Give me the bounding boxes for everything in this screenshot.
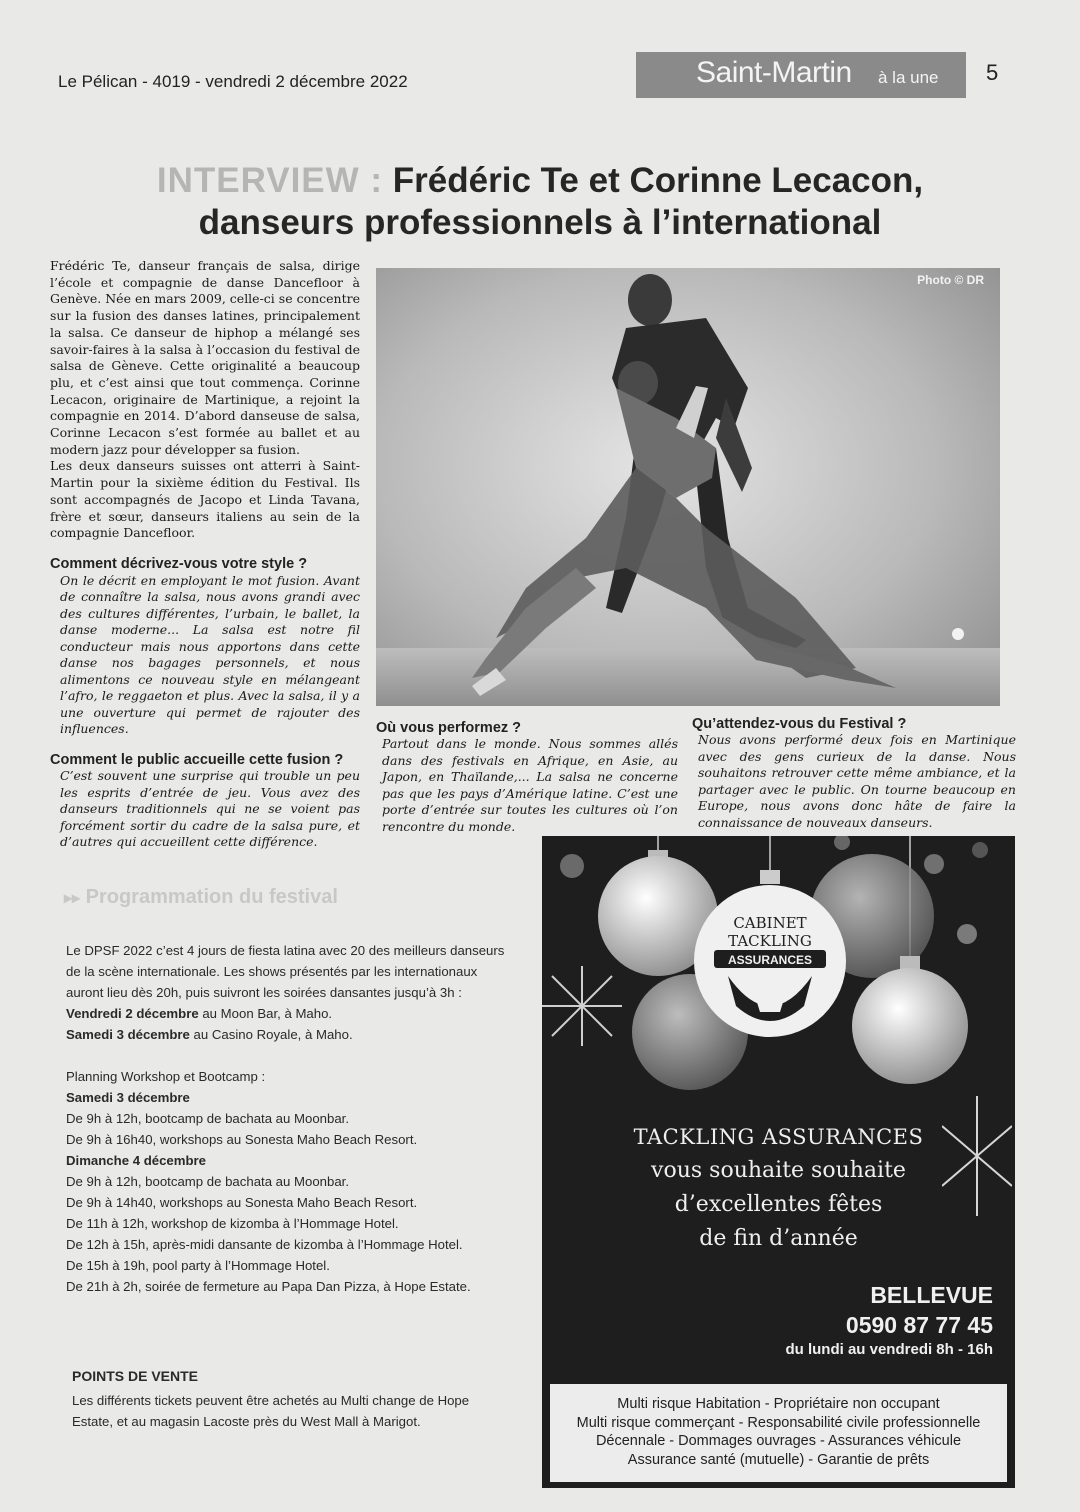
ad-contact (785, 1280, 993, 1360)
programme-body (66, 940, 506, 1297)
ad-hours: du lundi au vendredi 8h - 16h (785, 1341, 993, 1358)
points-of-sale-text: Les différents tickets peuvent être achetés au Multi change de Hope Estate, et au magasin Lacoste près du West Mall à Marigot. (72, 1393, 470, 1429)
page-number: 5 (986, 60, 999, 85)
question-3: Où vous performez ? (376, 720, 522, 736)
answer-4: Nous avons performé deux fois en Martinique avec des gens curieux de la danse. Nous souhaitons retrouver cette même ambiance, et la partager avec le public. On tourne beaucoup en Europe, nous avons donc hâte de faire la connaissance de nouveaux danseurs. (698, 732, 1016, 830)
article-column-1 (50, 258, 360, 851)
planning-day-1: Samedi 3 décembre (66, 1090, 190, 1105)
ad-service-line: Multi risque Habitation - Propriétaire non occupant (617, 1396, 940, 1412)
title-line-1: Frédéric Te et Corinne Lecacon, (392, 161, 924, 200)
issue-header: Le Pélican - 4019 - vendredi 2 décembre 2022 (58, 72, 408, 91)
arrow-icon: ▸▸ (64, 890, 81, 907)
title-line-2: danseurs professionnels à l’international (198, 203, 882, 242)
ad-location: BELLEVUE (870, 1282, 993, 1308)
planning-day-1-item: De 9h à 16h40, workshops au Sonesta Maho Beach Resort. (66, 1132, 418, 1147)
dancers-illustration (376, 268, 1000, 706)
article-column-2 (376, 720, 678, 835)
logo-banner-text: ASSURANCES (727, 953, 813, 967)
advertisement (542, 836, 1015, 1488)
ad-company-name: TACKLING ASSURANCES (633, 1125, 924, 1149)
intro-paragraph-2: Les deux danseurs suisses ont atterri à Saint-Martin pour la sixième édition du Festival. Ils sont accompagnés de Jacopo et Linda Tavana, frère et sœur, danseurs italiens au sein de la compagnie Dancefloor. (50, 458, 360, 541)
ad-line-4: de fin d’année (699, 1226, 858, 1251)
answer-3: Partout dans le monde. Nous sommes allés dans des festivals en Afrique, en Asie, au Japon, en Thaïlande,... La salsa ne concerne pas que les pays d’Amérique latine. C’est une porte d’entrée sur toutes les cultures où l’on rencontre du monde. (382, 736, 678, 834)
cabinet-logo (542, 836, 1015, 1120)
planning-label: Planning Workshop et Bootcamp : (66, 1069, 266, 1084)
show-date-1 (66, 1003, 506, 1024)
ad-service-line: Assurance santé (mutuelle) - Garantie de prêts (627, 1451, 930, 1468)
title-kicker: INTERVIEW : (156, 161, 384, 200)
planning-day-2-item: De 15h à 19h, pool party à l’Hommage Hotel. (66, 1258, 330, 1273)
planning-day-2-item: De 12h à 15h, après-midi dansante de kizomba à l’Hommage Hotel. (66, 1237, 463, 1252)
show-date-2 (66, 1024, 506, 1045)
photo-credit: Photo © DR (917, 273, 984, 287)
question-1: Comment décrivez-vous votre style ? (50, 555, 308, 572)
points-of-sale-title: POINTS DE VENTE (72, 1368, 199, 1384)
show-date-1-venue: au Moon Bar, à Maho. (198, 1006, 333, 1021)
show-date-1-day: Vendredi 2 décembre (66, 1006, 199, 1021)
show-date-2-day: Samedi 3 décembre (66, 1027, 190, 1042)
planning-day-2-item: De 9h à 12h, bootcamp de bachata au Moonbar. (66, 1174, 350, 1189)
logo-cabinet-text: CABINET (733, 914, 807, 932)
ad-service-line: Décennale - Dommages ouvrages - Assurances véhicule (595, 1433, 962, 1449)
answer-1: On le décrit en employant le mot fusion. Avant de connaître la salsa, nous avons grandi avec des cultures différentes, l’urbain, le ballet, la danse moderne... La salsa est notre fil conducteur mais nous apportons dans cette danse nos bagages personnels, et nous alimentons ce nouveau style en mélangeant l’afro, le reggaeton et plus. Avec la salsa, il y a une ouverture qui permet de rajouter des influences. (60, 572, 360, 737)
question-4: Qu’attendez-vous du Festival ? (692, 716, 907, 732)
planning-day-2-item: De 11h à 12h, workshop de kizomba à l’Hommage Hotel. (66, 1216, 399, 1231)
planning-day-2: Dimanche 4 décembre (66, 1153, 206, 1168)
planning-day-2-item: De 21h à 2h, soirée de fermeture au Papa Dan Pizza, à Hope Estate. (66, 1279, 471, 1294)
show-date-2-venue: au Casino Royale, à Maho. (189, 1027, 353, 1042)
ad-service-line: Multi risque commerçant - Responsabilité civile professionnelle (576, 1414, 981, 1431)
programme-title-text: Programmation du festival (85, 886, 338, 908)
intro-paragraph: Frédéric Te, danseur français de salsa, dirige l’école et compagnie de danse Dancefloor à Genève. Née en mars 2009, celle-ci se concentre sur la fusion des danses latines, principalement la salsa. Ce danseur de hiphop a mélangé ses savoir-faires à la salsa à l’occasion du festival de salsa de Gèneve. Cette originalité a beaucoup plu, et c’est ainsi que tout commença. Corinne Lecacon, originaire de Martinique, a rejoint la compagnie en 2014. D’abord danseuse de salsa, Corinne Lecacon s’est formée au ballet et au modern jazz pour développer sa fusion. (50, 258, 360, 457)
question-2: Comment le public accueille cette fusion ? (50, 751, 344, 768)
ad-services-box (550, 1384, 1007, 1482)
article-column-3 (692, 716, 1016, 831)
ad-line-2: vous souhaite souhaite (651, 1158, 906, 1183)
snowflake-icon (942, 1096, 1012, 1216)
ad-line-3: d’excellentes fêtes (674, 1192, 883, 1217)
article-title (90, 160, 990, 244)
section-subtitle: à la une (878, 68, 939, 87)
logo-tackling-text: TACKLING (728, 932, 812, 950)
ad-phone: 0590 87 77 45 (845, 1312, 993, 1338)
programme-title (64, 886, 338, 909)
section-banner (636, 52, 966, 98)
section-title: Saint-Martin (696, 56, 852, 89)
hands-shield-icon (728, 976, 812, 1021)
answer-2: C’est souvent une surprise qui trouble un peu les esprits d’entrée de jeu. Vous avez des danseurs traditionnels qui ne se voient pas forcément sortir du cadre de la salsa pure, et d’autres qui accueillent cette différence. (60, 768, 360, 850)
planning-day-1-item: De 9h à 12h, bootcamp de bachata au Moonbar. (66, 1111, 350, 1126)
dancers-photo (376, 268, 1000, 706)
planning-day-2-item: De 9h à 14h40, workshops au Sonesta Maho Beach Resort. (66, 1195, 418, 1210)
programme-intro: Le DPSF 2022 c’est 4 jours de fiesta latina avec 20 des meilleurs danseurs de la scène internationale. Les shows présentés par les internationaux auront lieu dès 20h, puis suivront les soirées dansantes jusqu’à 3h : (66, 943, 505, 1000)
